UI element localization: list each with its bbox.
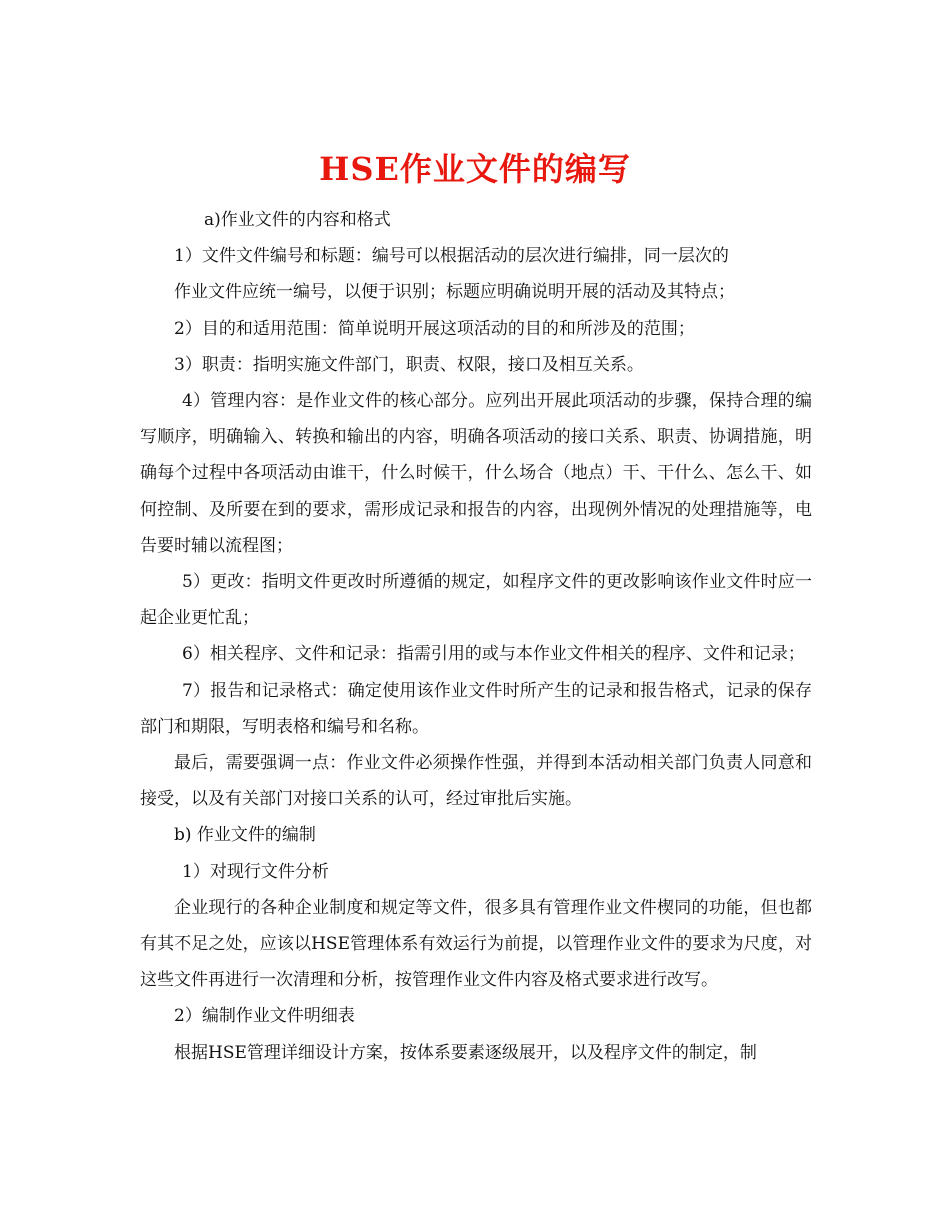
paragraph: 6）相关程序、文件和记录：指需引用的或与本作业文件相关的程序、文件和记录；	[182, 644, 805, 665]
paragraph: 2）编制作业文件明细表	[174, 1006, 355, 1027]
paragraph: 1）对现行文件分析	[182, 861, 329, 882]
paragraph: b) 作业文件的编制	[174, 825, 316, 846]
paragraph: 作业文件应统一编号，以便于识别；标题应明确说明开展的活动及其特点；	[174, 282, 735, 303]
paragraph: 2）目的和适用范围：简单说明开展这项活动的目的和所涉及的范围；	[174, 318, 695, 339]
paragraph: 4）管理内容：是作业文件的核心部分。应列出开展此项活动的步骤，保持合理的编写顺序，明确输入、转换和输出的内容，明确各项活动的接口关系、职责、协调措施，明确每个过程中各项活动由谁干，什么时候干，什么场合（地点）干、干什么、怎么干、如何控制、及所要在到的要求，需形成记录和报告的内容，出现例外情况的处理措施等，电告要时辅以流程图；	[140, 391, 812, 556]
paragraph: 最后，需要强调一点：作业文件必须操作性强，并得到本活动相关部门负责人同意和接受，以及有关部门对接口关系的认可，经过审批后实施。	[140, 753, 812, 810]
paragraph: 3）职责：指明实施文件部门，职责、权限，接口及相互关系。	[174, 354, 644, 375]
paragraph: 企业现行的各种企业制度和规定等文件，很多具有管理作业文件楔同的功能，但也都有其不足之处，应该以HSE管理体系有效运行为前提，以管理作业文件的要求为尺度，对这些文件再进行一次清理和分析，按管理作业文件内容及格式要求进行改写。	[140, 897, 812, 991]
paragraph: 根据HSE管理详细设计方案，按体系要素逐级展开，以及程序文件的制定，制	[174, 1042, 757, 1063]
document-title: HSE作业文件的编写	[319, 150, 631, 189]
paragraph: a)作业文件的内容和格式	[204, 210, 391, 230]
paragraph: 5）更改：指明文件更改时所遵循的规定，如程序文件的更改影响该作业文件时应一起企业更忙乱；	[140, 572, 812, 629]
document-body	[140, 202, 812, 1071]
paragraph: 7）报告和记录格式：确定使用该作业文件时所产生的记录和报告格式，记录的保存部门和期限，写明表格和编号和名称。	[140, 680, 812, 737]
paragraph: 1）文件文件编号和标题：编号可以根据活动的层次进行编排，同一层次的	[174, 246, 729, 267]
